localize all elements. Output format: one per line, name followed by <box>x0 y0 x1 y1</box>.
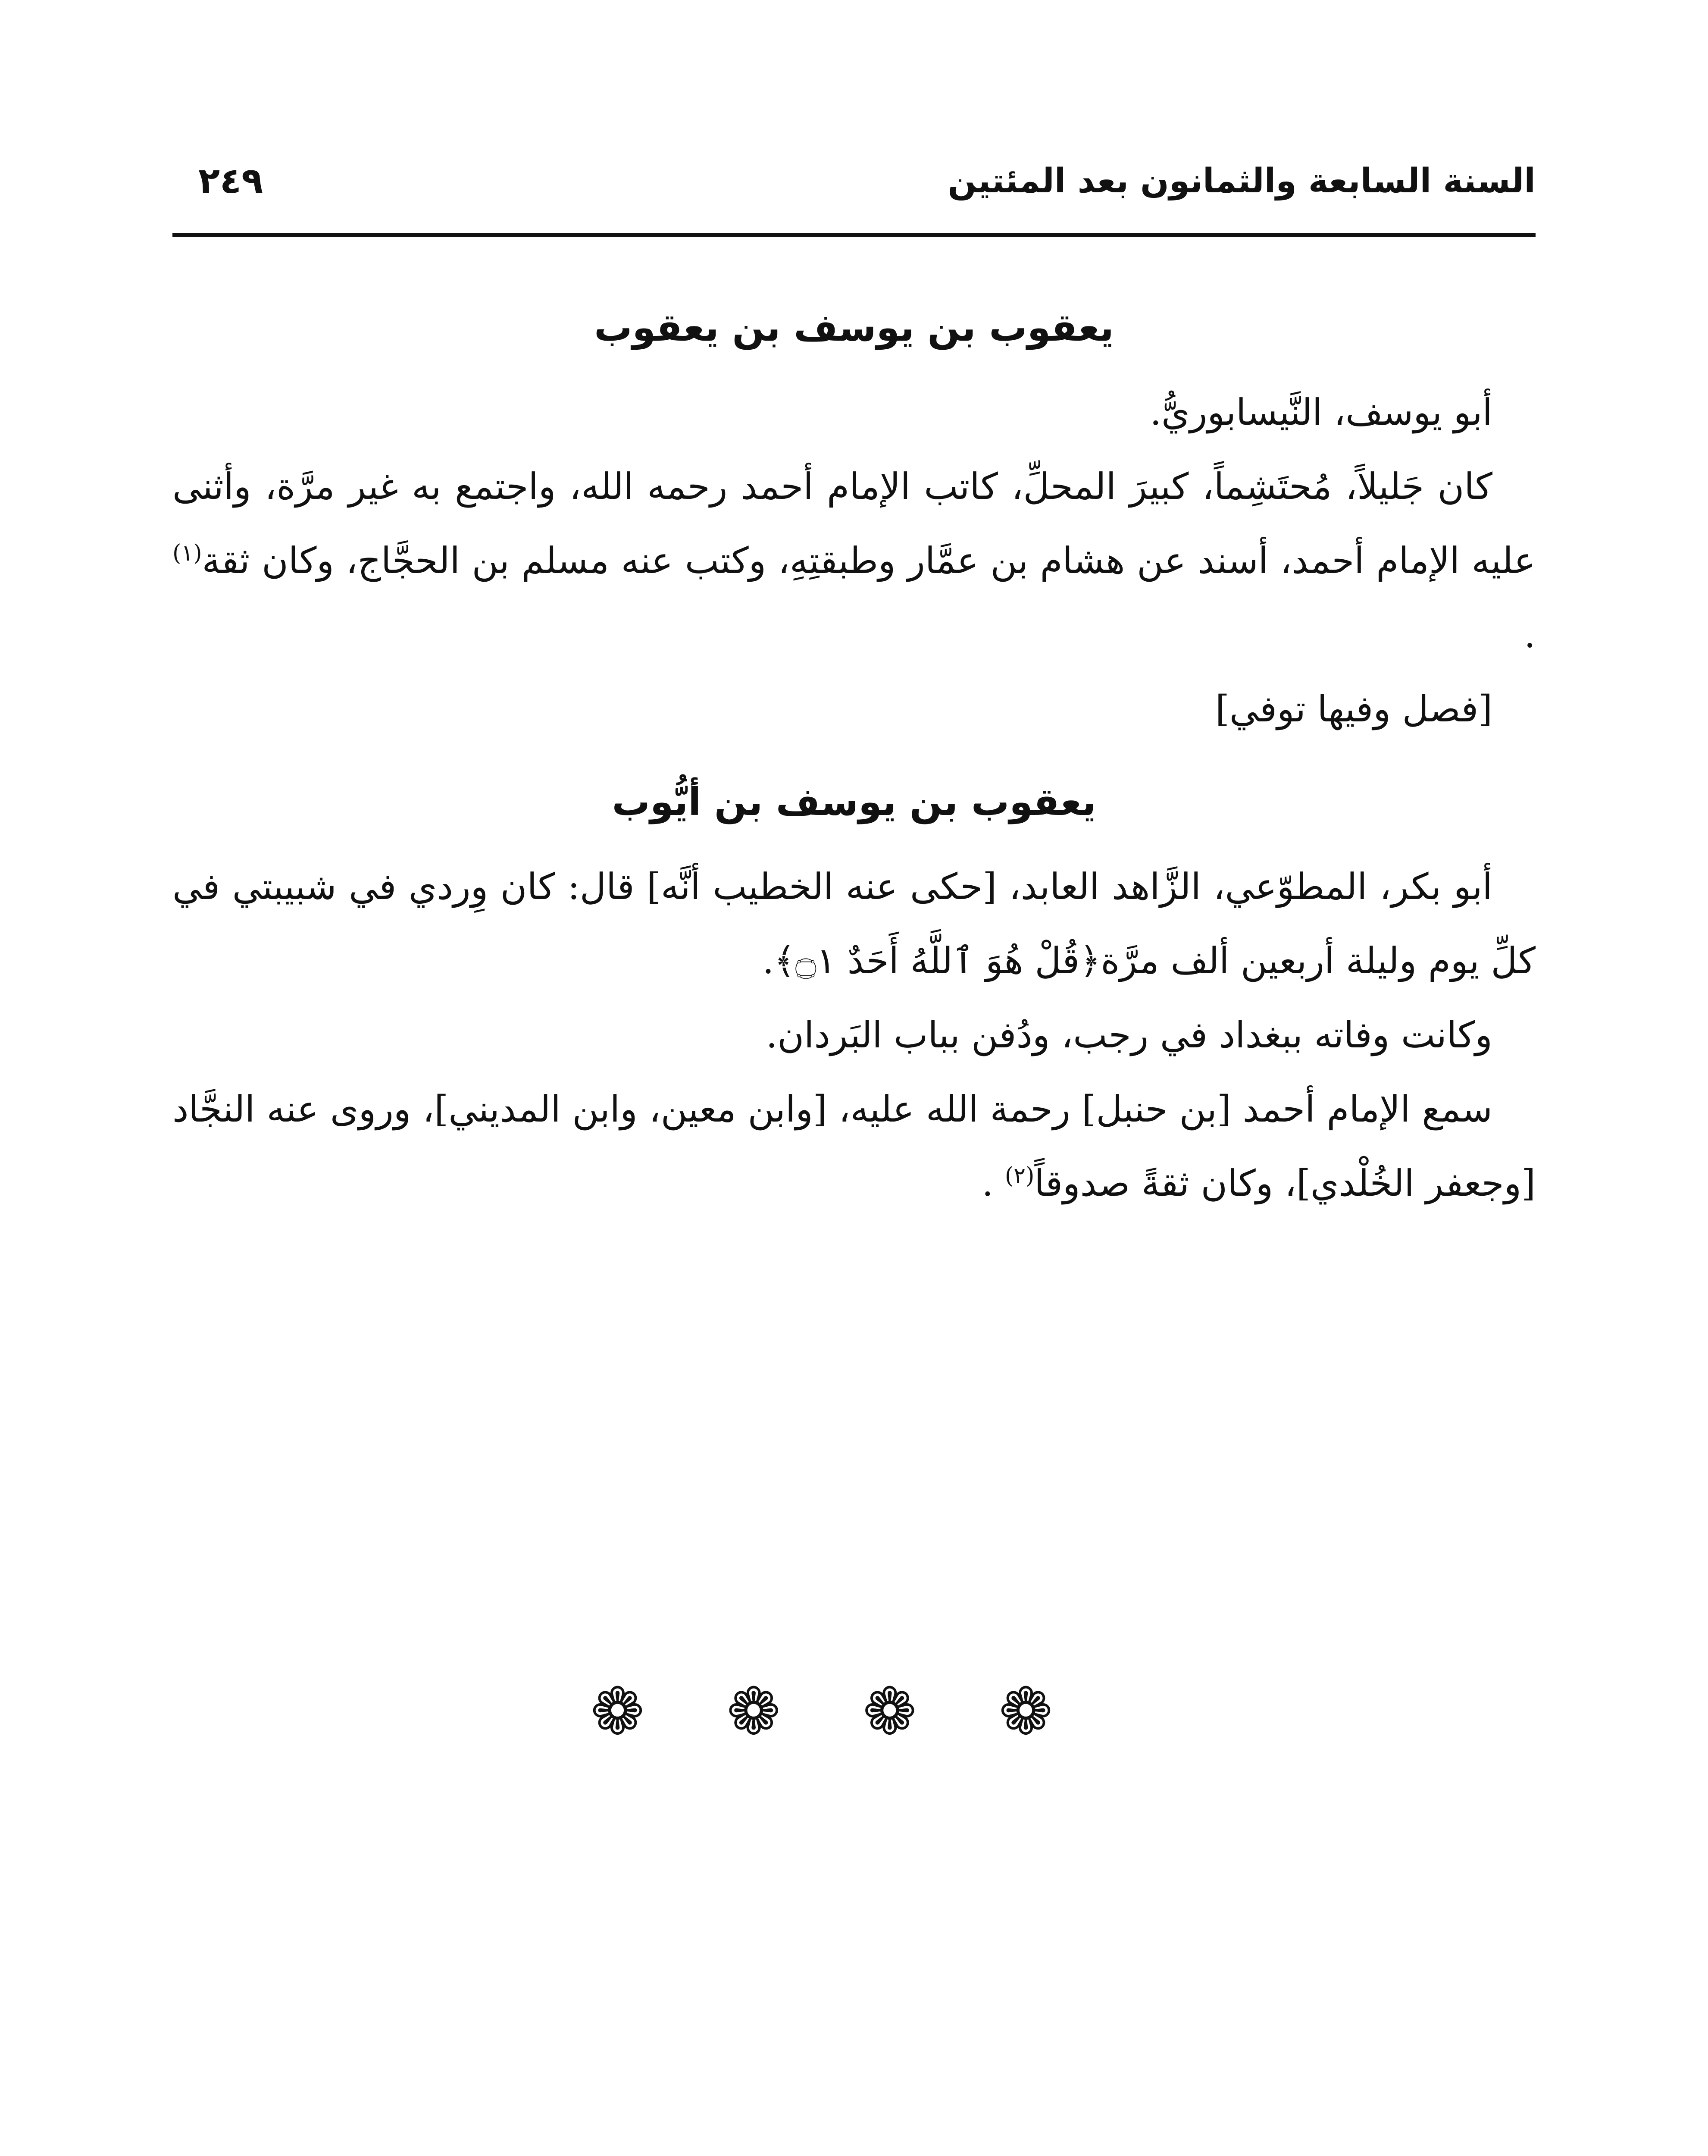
running-title: السنة السابعة والثمانون بعد المئتين <box>948 162 1536 201</box>
ornament-flower-icon: ❁ <box>726 1674 845 1749</box>
running-header <box>172 157 1536 209</box>
entry1-paragraph-text: كان جَليلاً، مُحتَشِماً، كبيرَ المحلِّ، كاتب الإمام أحمد رحمه الله، واجتمع به غير مرَّة، وأثنى عليه الإمام أحمد، أسند عن هشام بن عمَّار وطبقتِهِ، وكتب عنه مسلم بن الحجَّاج، وكان ثقة <box>172 465 1536 582</box>
entry1-paragraph <box>172 449 1536 672</box>
footnote-ref-2: (٢) <box>1004 1163 1035 1189</box>
entry-title-yaqub-ibn-yusuf-ibn-ayyub: يعقوب بن يوسف بن أيُّوب <box>612 780 1096 824</box>
ornament-flower-icon: ❁ <box>590 1674 710 1749</box>
section-note: [فصل وفيها توفي] <box>1215 688 1492 730</box>
header-rule <box>172 233 1536 237</box>
entry2-paragraph-3-end: . <box>982 1162 994 1204</box>
entry2-paragraph-1: أبو بكر، المطوّعي، الزَّاهد العابد، [حكى عنه الخطيب أنَّه] قال: كان وِردي في شبيبتي في كلِّ يوم وليلة أربعين ألف مرَّة﴿قُلْ هُوَ ٱللَّهُ أَحَدٌ ۝١﴾. <box>172 865 1536 982</box>
ornament-flower-icon: ❁ <box>863 1674 982 1749</box>
main-content <box>172 272 1536 1220</box>
section-divider-ornaments <box>0 1673 1708 1751</box>
entry2-paragraph-2: وكانت وفاته ببغداد في رجب، ودُفن بباب البَردان. <box>766 1014 1492 1056</box>
entry2-paragraph-3-text: سمع الإمام أحمد [بن حنبل] رحمة الله عليه، [وابن معين، وابن المديني]، وروى عنه النجَّاد [وجعفر الخُلْدي]، وكان ثقةً صدوقاً <box>172 1088 1536 1204</box>
entry1-paragraph-end: . <box>1524 614 1536 656</box>
page-number: ٢٤٩ <box>198 160 263 201</box>
entry1-line1: أبو يوسف، النَّيسابوريُّ. <box>1150 391 1492 433</box>
entry-title-yaqub-ibn-yusuf-ibn-yaqub: يعقوب بن يوسف بن يعقوب <box>594 305 1114 350</box>
ornament-flower-icon: ❁ <box>998 1674 1118 1749</box>
footnote-ref-1: (١) <box>172 540 202 566</box>
entry2-paragraph-3 <box>172 1072 1536 1220</box>
